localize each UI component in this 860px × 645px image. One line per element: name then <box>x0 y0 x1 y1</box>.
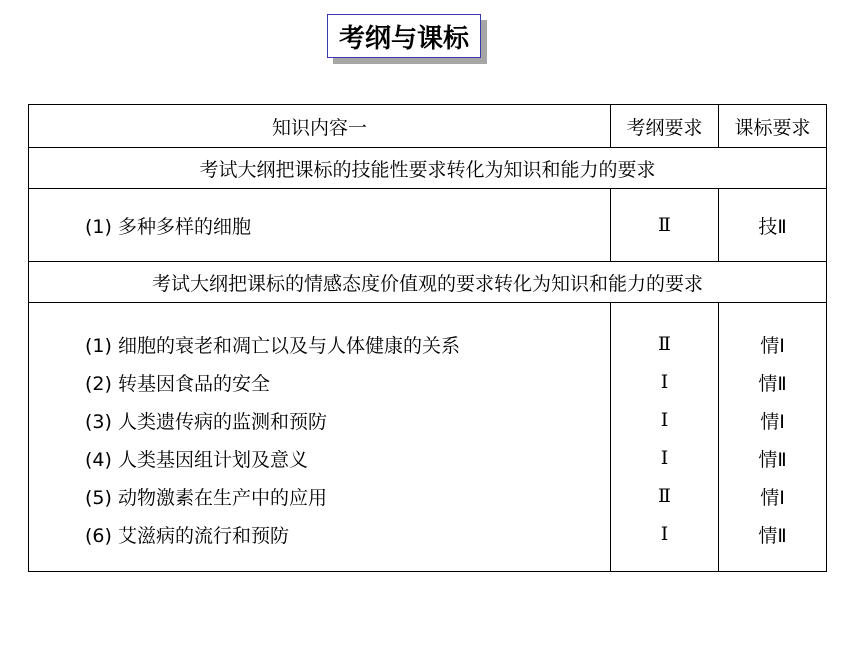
section1-heading-row <box>29 148 827 189</box>
exam-level: Ⅱ <box>658 333 671 355</box>
exam-level: Ⅰ <box>660 409 669 431</box>
list-item: (1) 细胞的衰老和凋亡以及与人体健康的关系 <box>85 334 460 357</box>
section2-heading-row <box>29 262 827 303</box>
header-row <box>29 105 827 148</box>
header-content: 知识内容一 <box>29 105 611 148</box>
course-level: 情Ⅱ <box>758 372 787 395</box>
course-level: 情Ⅱ <box>758 524 787 547</box>
list-item: (4) 人类基因组计划及意义 <box>85 448 308 471</box>
course-level: 情Ⅱ <box>758 448 787 471</box>
exam-level: Ⅰ <box>660 371 669 393</box>
section2-heading: 考试大纲把课标的情感态度价值观的要求转化为知识和能力的要求 <box>29 262 827 303</box>
course-level: 技Ⅱ <box>758 215 787 238</box>
course-level: 情Ⅰ <box>760 486 785 509</box>
exam-level: Ⅰ <box>660 523 669 545</box>
header-course: 课标要求 <box>719 105 827 148</box>
list-item: (5) 动物激素在生产中的应用 <box>85 486 327 509</box>
table-row-content: (1) 多种多样的细胞 <box>85 215 251 238</box>
course-level: 情Ⅰ <box>760 410 785 433</box>
page-title: 考纲与课标 <box>327 14 481 58</box>
list-item: (6) 艾滋病的流行和预防 <box>85 524 289 547</box>
section1-heading: 考试大纲把课标的技能性要求转化为知识和能力的要求 <box>29 148 827 189</box>
course-level: 情Ⅰ <box>760 334 785 357</box>
list-item: (2) 转基因食品的安全 <box>85 372 270 395</box>
exam-level: Ⅱ <box>658 214 671 236</box>
list-item: (3) 人类遗传病的监测和预防 <box>85 410 327 433</box>
page-title-box <box>327 14 489 66</box>
section2-rows <box>29 303 827 572</box>
section1-row <box>29 189 827 262</box>
exam-level: Ⅰ <box>660 447 669 469</box>
exam-level: Ⅱ <box>658 485 671 507</box>
requirements-table <box>28 104 827 572</box>
header-exam: 考纲要求 <box>611 105 719 148</box>
